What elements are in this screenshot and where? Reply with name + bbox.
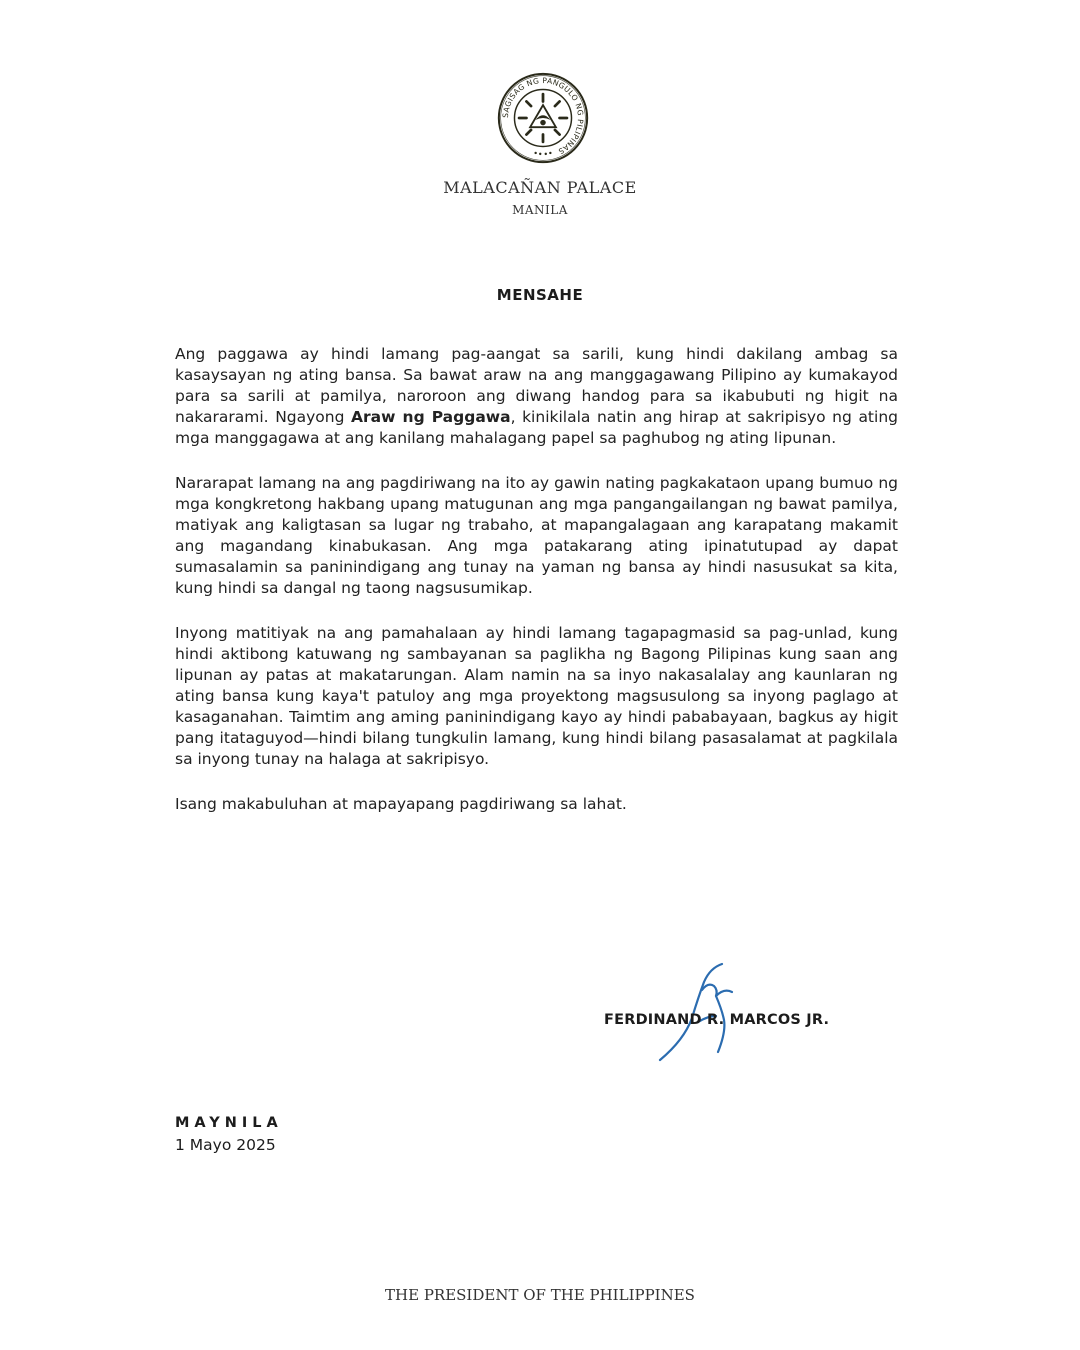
paragraph-2: Nararapat lamang na ang pagdiriwang na ito ay gawin nating pagkakataon upang bumuo ng mga kongkretong hakbang upang matugunan ang mga pangangailangan ng bawat pamilya, matiyak ang kaligtasan sa lugar ng trabaho, at mapangalagaan ang karapatang makamit ang magandang kinabukasan. Ang mga patakarang ating ipinatutupad ay dapat sumasalamin sa paninindigang ang tunay na yaman ng bansa ay hindi nasusukat sa kita, kung hindi sa dangal ng taong nagsusumikap. [175, 474, 898, 597]
footer-office: THE PRESIDENT OF THE PHILIPPINES [385, 1286, 695, 1304]
closing-date: 1 Mayo 2025 [175, 1136, 276, 1154]
presidential-seal-icon [497, 72, 589, 164]
paragraph-1-start: Ang paggawa ay hindi lamang pag-aangat sa sarili, kung hindi dakilang ambag sa kasaysayan ng ating bansa. Sa bawat araw na ang manggagawang Pilipino ay kumakayod para sa sarili at pamilya, naroroon ang diwang handog para sa ikabubuti ng higit na nakararami. Ngayong [175, 345, 898, 426]
signer-name: FERDINAND R. MARCOS JR. [604, 1012, 830, 1028]
closing-place: MAYNILA [175, 1115, 283, 1131]
seal-ring-text: SAGISAG NG PANGULO NG PILIPINAS [500, 75, 586, 157]
paragraph-1-emphasis: Araw ng Paggawa [351, 408, 511, 426]
office-name: MALACAÑAN PALACE [443, 178, 637, 197]
paragraph-1 [175, 344, 898, 449]
paragraph-1-end: , kinikilala natin ang hirap at sakripisyo ng ating mga manggagawa at ang kanilang mahalagang papel sa paghubog ng ating lipunan. [175, 408, 898, 447]
message-body [175, 344, 898, 839]
office-city: MANILA [512, 203, 568, 217]
document-title: MENSAHE [496, 286, 584, 304]
paragraph-3: Inyong matitiyak na ang pamahalaan ay hindi lamang tagapagmasid sa pag-unlad, kung hindi aktibong katuwang ng sambayanan sa paglikha ng Bagong Pilipinas kung saan ang lipunan ay patas at makatarungan. Alam namin na sa inyo nakasalalay ang kaunlaran ng ating bansa kung kaya't patuloy ang mga proyektong magsusulong sa inyong paglago at kasaganahan. Taimtim ang aming paninindigang kayo ay hindi pababayaan, bagkus ay higit pang itataguyod—hindi bilang tungkulin lamang, kung hindi bilang pasasalamat at pagkilala sa inyong tunay na halaga at sakripisyo. [175, 624, 898, 768]
paragraph-4: Isang makabuluhan at mapayapang pagdiriwang sa lahat. [175, 795, 627, 813]
